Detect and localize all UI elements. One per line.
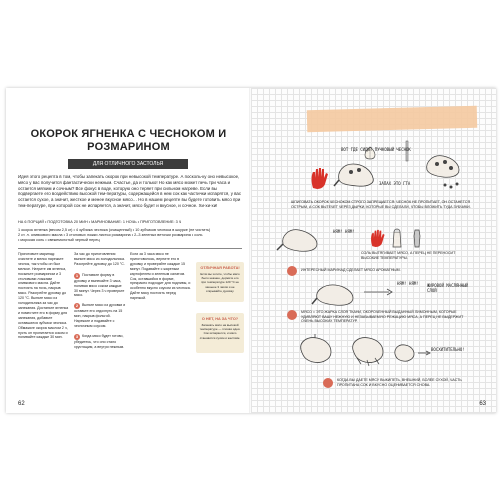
method-column-1	[18, 252, 70, 340]
method-step: 3 Когда мясо будет готово, убедитесь, что оно стало хрустящим, а внутри нежным.	[74, 333, 125, 349]
method-step: 2 Выньте мясо из духовки и оставьте его отдохнуть на 15 мин, накрыв фольгой. Нарежьте и подавайте с чесночным соусом.	[74, 303, 126, 329]
text-salt: СОЛЬ ВЫТЯГИВАЕТ МЯСО, А ПЕРЕЦ НЕ ПЕРЕНОСИТ ВЫСОКИЕ ТЕМПЕРАТУРЫ.	[361, 251, 456, 260]
recipe-subtitle: ДЛЯ ОТЛИЧНОГО ЗАСТОЛЬЯ	[68, 159, 188, 169]
method-text: Приготовьте маринад: очистите и мелко нарежьте чеснок, так чтобы он был мельче. Натрите им ягненка, посыпьте розмарином и 3 столовыми ложками оливкового масла. Дайте постоять на ночь, накрыв мясо. Разогрейте духовку до 120 °C. Выньте мясо из холодильника за час до запекания. Достаньте ягненка и поместите его в форму для запекания, добавьте оставшиеся зубчики чеснока. Обмажьте окорок маслом 2 ч, пусть он пропитается соком и поливайте каждые 30 мин.	[18, 252, 69, 340]
book-spread	[6, 88, 496, 413]
method-column-2	[74, 252, 126, 355]
ingredient-line: 2 ст. л. оливкового масла • 3 столовых ложки листья розмарина • 2–3 зеленых веточки розмарина • соль	[18, 233, 203, 238]
page-number-right: 63	[479, 401, 486, 407]
tip-box-title: О НЕТ, НА ЗА ЧТО?	[201, 317, 239, 321]
tip-box-text: Запекать мясо на высокой температуре — плохая идея. Сок испаряется, и мясо становится сухим и жестким.	[199, 323, 241, 340]
recipe-title: ОКОРОК ЯГНЕНКА С ЧЕСНОКОМ И РОЗМАРИНОМ	[30, 128, 227, 153]
method-step: 1 Поставьте форму в духовку и выпекайте 3 часа, поливая мясо соком каждые 30 минут. Через 3 ч проверьте мясо.	[74, 272, 125, 298]
tip-box-title: ОТЛИЧНАЯ РАБОТА!	[200, 266, 240, 270]
text-intro: ШПИГОВАТЬ ОКОРОК ЧЕСНОКОМ СТРОГО ЗАПРЕЩАЕТСЯ: ЧЕСНОК НЕ ПРОПИТАЕТ, ОН ОСТАНЕТСЯ ОСТРЫМ, А СОК ВЫТЕЧЕТ ЧЕРЕЗ ДЫРКИ, КОТОРЫЕ ВЫ СДЕЛАЛИ, ЧТОБЫ ВЛОЖИТЬ ТУДА ЗУБЧИКИ.	[291, 200, 471, 209]
ingredients-list	[18, 228, 242, 243]
label-nyam: НЯМ! НЯМ!	[397, 281, 419, 286]
label-nyam: НЯМ! НЯМ!	[333, 229, 355, 234]
step-number-1: 1	[75, 272, 79, 278]
lamb-leg-garlic-icon	[423, 148, 463, 182]
left-page	[6, 88, 251, 413]
step-bubble	[323, 378, 333, 388]
tip-box-warning	[196, 313, 244, 353]
text-bottom: КОГДА ВЫ ДАЕТЕ МЯСУ ВЫКИПЕТЬ, ВНЕШНИЙ, БОЛЕЕ СУХОЙ, ЧАСТЬ ПРОПИТАНА СОК И ВКУСНО ОЦЕНИВАЕТСЯ СНОВА.	[337, 378, 462, 387]
divider	[18, 248, 242, 249]
step-bubble	[287, 266, 297, 276]
method-text: Если за 3 часа мясо не приготовилось, верните его в духовку и проверяйте каждые 15 минут. Подавайте с жареным картофелем и зеленым салатом. Сок, оставшийся в форме, прекрасно подходит для подливы, и особенно вкусно соусом из чеснока. Дайте мясу постоять перед нарезкой.	[130, 252, 191, 301]
salt-shaker-icon	[391, 226, 403, 248]
text-fire: МЯСО = ЭТО ЖАРКА СЛОЯ ТКАНИ, ОКОРОЧЕННЫЙ ВЫДАННЫЙ ЛИМОННЫМ, КОТОРЫЕ УДИВЛЯЮТ ВАШУ НЕЖНУЮ И НЕЗАБЫВАЕМУЮ РЕЖАЦИЮ МЯСА, А ПЕРЕЦ НЕ ВЫДЕРЖИТ ОЧЕНЬ ВЫСОКИХ ТЕМПЕРАТУР.	[301, 310, 464, 324]
recipe-meta: НА 6 ПОРЦИЙ • ПОДГОТОВКА 20 МИН • МАРИНОВАНИЕ: 1 НОЧЬ • ПРИГОТОВЛЕНИЕ: 3 Ч	[18, 220, 182, 224]
tip-box-text: Если вы хотите, чтобы мясо было нежнее, держите его при температуре 120 °C не меньше 3 часов и не открывайте духовку.	[200, 272, 240, 293]
step-bubble	[287, 310, 297, 320]
label-wow: ВОСХИТИТЕЛЬНО!	[431, 347, 465, 352]
pepper-mill-icon	[411, 228, 423, 248]
lamb-leg-icon	[333, 156, 379, 190]
recipe-intro: Идея этого рецепта в том, чтобы запекать окорок при невысокой температуре. А посколь-ку оно невысокое, мясо у вас получится фантастически нежным. Счастье, да и только! Но как мясо может печь три часа и остается мягким и сочным? Все фокус в воде, которую оно теряет при сильном нагреве. Если вы подвергаете его воздействию высокой тем-пературы, содержащейся в нем сок как частички испарятся, у вас остается сухое, а значит, жесткое и менее вкусное мясо… Но в нашем рецепте вы будете готовить мясо при тем-пературе, при которой сок не испаряется, а значит, мясо будет и вкусное, и сочное. Хи-хи-хи!	[18, 174, 242, 208]
lamb-roast-icon	[391, 340, 417, 366]
lamb-marinade-icon	[311, 278, 359, 308]
step-number-3: 3	[75, 333, 79, 339]
red-hand-icon	[309, 166, 331, 190]
tip-box-success	[196, 262, 244, 302]
lamb-roast-icon	[347, 332, 387, 368]
tape-strip	[307, 106, 478, 132]
ingredient-line: 1 окорок ягненка (весом 2,5 кг) • 4 зубчика чеснока (очищенный) • 10 зубчиков чеснока в шкурке (не чистить)	[18, 228, 211, 232]
text-marinade: ИНТЕРЕСНЫЙ МАРИНАД СДЕЛАЕТ МЯСО АРОМАТНЫМ.	[301, 268, 401, 272]
ingredient-line: • морская соль • свежемолотый черный перец	[18, 238, 100, 243]
arrow-right-icon	[417, 350, 431, 356]
label-smell: ЗАПАХ ЭТО ГТА	[379, 181, 411, 186]
prep-info: За час до приготовления выньте мясо из холодильника. Разогрейте духовку до 120 °C.	[74, 252, 126, 266]
label-garlic: ВОТ ГДЕ СИДИТ ПУЧКОВЫЙ ЧЕСНОК	[341, 147, 411, 152]
drops-icon	[441, 180, 461, 190]
arrow-right-icon	[363, 288, 393, 296]
page-number-left: 62	[18, 401, 25, 407]
right-page	[251, 88, 496, 413]
red-hand-icon	[369, 228, 387, 248]
lamb-leg-icon	[275, 222, 323, 254]
label-fat: ЖИРОВОЙ МАСЛЯННЫЙ СЛОЙ	[427, 283, 468, 293]
step-number-2: 2	[75, 303, 79, 309]
method-column-3	[130, 252, 192, 301]
lamb-roast-icon	[295, 332, 335, 368]
